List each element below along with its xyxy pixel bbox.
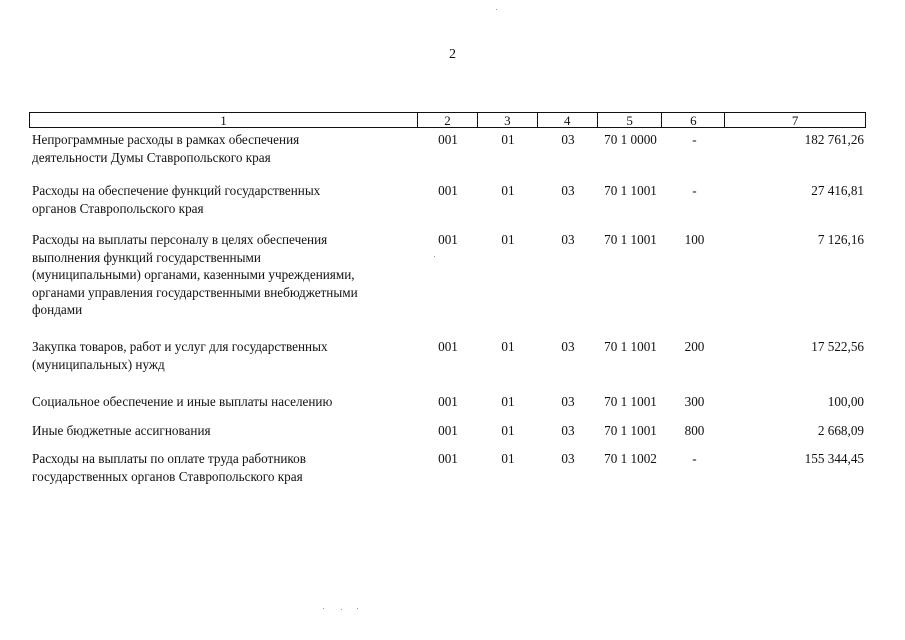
col-3-value: 01 (501, 394, 515, 409)
col-6-value: - (692, 183, 697, 198)
amount-value: 100,00 (827, 394, 864, 409)
col-5-value: 70 1 1001 (604, 232, 657, 247)
header-col-1: 1 (30, 113, 418, 127)
col-5-value: 70 1 1001 (604, 183, 657, 198)
col-4-value: 03 (561, 451, 575, 466)
table-header (29, 112, 866, 128)
desc-line: (муниципальных) нужд (32, 356, 165, 372)
col-3-value: 01 (501, 423, 515, 438)
header-col-6: 6 (662, 113, 725, 127)
col-6-value: - (692, 132, 697, 147)
col-2-value: 001 (438, 132, 458, 147)
col-6-value: 100 (684, 232, 705, 247)
scan-speck (496, 9, 497, 10)
col-5-value: 70 1 1002 (604, 451, 657, 466)
desc-line: органами управления государственными внебюджетными (32, 284, 358, 300)
col-4-value: 03 (561, 232, 575, 247)
row-description (32, 131, 432, 166)
desc-line: органов Ставропольского края (32, 200, 204, 216)
col-5-value: 70 1 0000 (604, 132, 657, 147)
desc-line: фондами (32, 302, 83, 317)
desc-line: Социальное обеспечение и иные выплаты населению (32, 394, 333, 409)
col-3-value: 01 (501, 183, 515, 198)
scan-speck (341, 609, 342, 610)
row-description (32, 338, 432, 373)
desc-line: (муниципальными) органами, казенными учреждениями, (32, 267, 355, 282)
desc-line: Расходы на выплаты персоналу в целях обеспечения (32, 232, 328, 247)
col-5-value: 70 1 1001 (604, 423, 657, 438)
col-2-value: 001 (438, 339, 458, 354)
desc-line: Закупка товаров, работ и услуг для государственных (32, 339, 328, 354)
header-col-3: 3 (478, 113, 538, 127)
scan-speck (323, 608, 324, 609)
col-2-value: 001 (438, 232, 458, 247)
col-6-value: 300 (684, 394, 705, 409)
row-description (32, 231, 432, 319)
amount-value: 155 344,45 (804, 451, 864, 466)
amount-value: 27 416,81 (811, 183, 864, 198)
desc-line: Непрограммные расходы в рамках обеспечения (32, 132, 300, 147)
desc-line: деятельности Думы Ставропольского края (32, 149, 271, 165)
col-3-value: 01 (501, 451, 515, 466)
amount-value: 7 126,16 (817, 232, 864, 247)
col-6-value: 800 (684, 423, 705, 438)
col-3-value: 01 (501, 232, 515, 247)
col-3-value: 01 (501, 339, 515, 354)
desc-line: Иные бюджетные ассигнования (32, 423, 211, 438)
header-col-7: 7 (791, 113, 799, 128)
amount-value: 17 522,56 (811, 339, 864, 354)
col-4-value: 03 (561, 183, 575, 198)
row-description (32, 182, 432, 217)
col-2-value: 001 (438, 451, 458, 466)
page-number: 2 (449, 47, 456, 62)
row-description (32, 450, 432, 485)
desc-line: Расходы на обеспечение функций государственных (32, 183, 321, 198)
col-6-value: - (692, 451, 697, 466)
desc-line: выполнения функций государственными (32, 249, 261, 265)
desc-line: Расходы на выплаты по оплате труда работников (32, 451, 306, 466)
amount-value: 2 668,09 (817, 423, 864, 438)
col-4-value: 03 (561, 339, 575, 354)
col-5-value: 70 1 1001 (604, 339, 657, 354)
header-col-4: 4 (538, 113, 598, 127)
col-4-value: 03 (561, 394, 575, 409)
amount-value: 182 761,26 (804, 132, 864, 147)
header-col-2: 2 (418, 113, 478, 127)
scan-speck (434, 256, 435, 257)
row-description (32, 422, 432, 440)
col-2-value: 001 (438, 423, 458, 438)
header-col-5: 5 (598, 113, 663, 127)
desc-line: государственных органов Ставропольского края (32, 468, 303, 484)
col-2-value: 001 (438, 183, 458, 198)
col-2-value: 001 (438, 394, 458, 409)
col-6-value: 200 (684, 339, 705, 354)
row-description (32, 393, 432, 411)
col-4-value: 03 (561, 423, 575, 438)
col-5-value: 70 1 1001 (604, 394, 657, 409)
col-4-value: 03 (561, 132, 575, 147)
scan-speck (357, 608, 358, 609)
col-3-value: 01 (501, 132, 515, 147)
